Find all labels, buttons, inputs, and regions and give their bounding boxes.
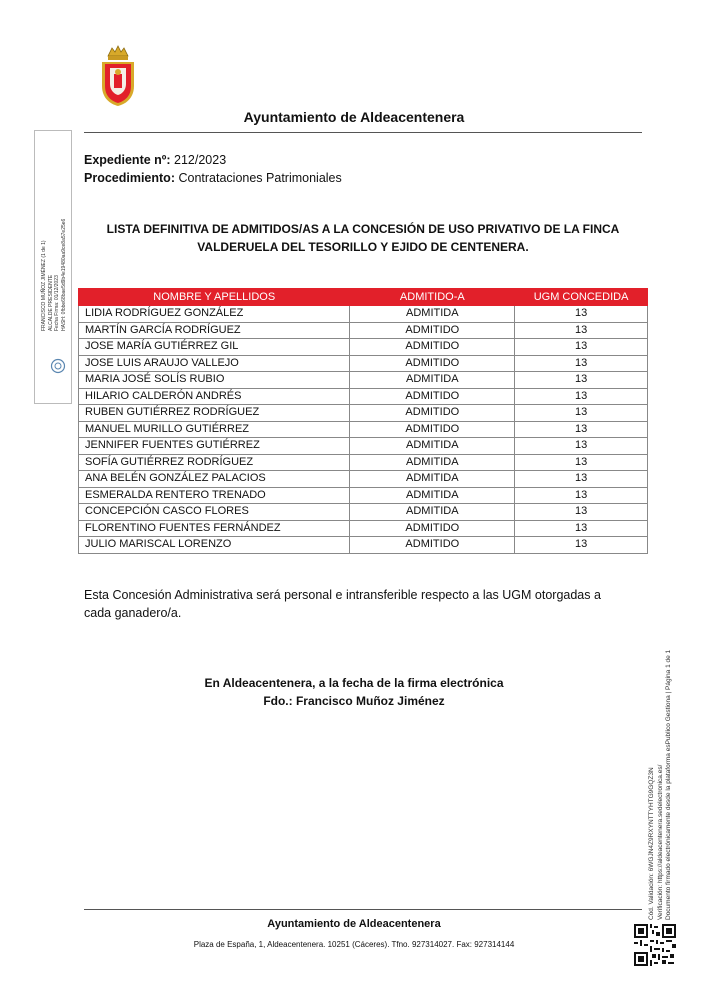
cell-name: CONCEPCIÓN CASCO FLORES bbox=[79, 504, 350, 521]
cell-name: JULIO MARISCAL LORENZO bbox=[79, 537, 350, 554]
verification-line-3: Documento firmado electrónicamente desde la plataforma esPublico Gestiona | Página 1 de 1 bbox=[665, 649, 672, 920]
note-line-2: cada ganadero/a. bbox=[84, 606, 182, 620]
cell-ugm: 13 bbox=[515, 438, 648, 455]
cell-ugm: 13 bbox=[515, 306, 648, 323]
table-row bbox=[79, 322, 648, 339]
cell-name: RUBEN GUTIÉRREZ RODRÍGUEZ bbox=[79, 405, 350, 422]
footer-organization: Ayuntamiento de Aldeacentenera bbox=[267, 918, 441, 930]
cell-status: ADMITIDA bbox=[350, 487, 515, 504]
cell-status: ADMITIDA bbox=[350, 454, 515, 471]
cell-ugm: 13 bbox=[515, 388, 648, 405]
admitted-table bbox=[78, 288, 648, 554]
column-header-ugm: UGM CONCEDIDA bbox=[515, 289, 648, 306]
cell-ugm: 13 bbox=[515, 339, 648, 356]
table-row bbox=[79, 339, 648, 356]
stamp-line-4: HASH: 0fbbe68bae5d9b4e19480aa9ce8a57e25e6 bbox=[60, 218, 67, 331]
cell-status: ADMITIDO bbox=[350, 322, 515, 339]
cell-status: ADMITIDA bbox=[350, 471, 515, 488]
table-row bbox=[79, 487, 648, 504]
cell-name: MARIA JOSÉ SOLÍS RUBIO bbox=[79, 372, 350, 389]
cell-name: JOSE MARÍA GUTIÉRREZ GIL bbox=[79, 339, 350, 356]
procedimiento-value: Contrataciones Patrimoniales bbox=[178, 171, 342, 185]
table-row bbox=[79, 520, 648, 537]
coat-of-arms-logo bbox=[98, 42, 138, 108]
table-row bbox=[79, 537, 648, 554]
signature-place: En Aldeacentenera, a la fecha de la firma electrónica bbox=[204, 676, 504, 690]
signature-seal-icon bbox=[50, 358, 66, 374]
cell-status: ADMITIDO bbox=[350, 520, 515, 537]
cell-ugm: 13 bbox=[515, 537, 648, 554]
verification-line-1: Cód. Validación: 6WGJN4Z9RXYNTTYHTG9GQZ3N bbox=[648, 767, 655, 920]
document-heading bbox=[84, 220, 642, 256]
cell-name: MARTÍN GARCÍA RODRÍGUEZ bbox=[79, 322, 350, 339]
cell-ugm: 13 bbox=[515, 487, 648, 504]
procedimiento-line bbox=[84, 169, 342, 187]
cell-status: ADMITIDA bbox=[350, 438, 515, 455]
table-row bbox=[79, 471, 648, 488]
heading-line-2: VALDERUELA DEL TESORILLO Y EJIDO DE CENTENERA. bbox=[197, 240, 529, 254]
cell-status: ADMITIDA bbox=[350, 306, 515, 323]
cell-name: FLORENTINO FUENTES FERNÁNDEZ bbox=[79, 520, 350, 537]
table-row bbox=[79, 454, 648, 471]
verification-line-2: Verificación: https://aldeacentenera.sedelectronica.es/ bbox=[656, 764, 664, 920]
table-row bbox=[79, 388, 648, 405]
cell-status: ADMITIDO bbox=[350, 388, 515, 405]
cell-name: ESMERALDA RENTERO TRENADO bbox=[79, 487, 350, 504]
cell-ugm: 13 bbox=[515, 504, 648, 521]
cell-status: ADMITIDO bbox=[350, 421, 515, 438]
cell-ugm: 13 bbox=[515, 372, 648, 389]
signature-stamp-text bbox=[41, 59, 77, 331]
cell-name: MANUEL MURILLO GUTIÉRREZ bbox=[79, 421, 350, 438]
table-row bbox=[79, 372, 648, 389]
cell-name: JENNIFER FUENTES GUTIÉRREZ bbox=[79, 438, 350, 455]
concession-note bbox=[84, 586, 644, 622]
table-row bbox=[79, 438, 648, 455]
expediente-value: 212/2023 bbox=[174, 153, 227, 167]
table-row bbox=[79, 306, 648, 323]
cell-name: LIDIA RODRÍGUEZ GONZÁLEZ bbox=[79, 306, 350, 323]
cell-ugm: 13 bbox=[515, 355, 648, 372]
cell-status: ADMITIDO bbox=[350, 355, 515, 372]
cell-ugm: 13 bbox=[515, 405, 648, 422]
column-header-name: NOMBRE Y APELLIDOS bbox=[79, 289, 350, 306]
cell-status: ADMITIDA bbox=[350, 372, 515, 389]
signature-name: Fdo.: Francisco Muñoz Jiménez bbox=[263, 694, 445, 708]
cell-status: ADMITIDA bbox=[350, 504, 515, 521]
footer-divider bbox=[84, 909, 642, 910]
qr-code-icon bbox=[634, 924, 676, 966]
cell-ugm: 13 bbox=[515, 454, 648, 471]
stamp-line-3: Fecha Firma: 01/12/2023 bbox=[54, 275, 60, 331]
expediente-line bbox=[84, 151, 342, 169]
cell-name: ANA BELÉN GONZÁLEZ PALACIOS bbox=[79, 471, 350, 488]
cell-ugm: 13 bbox=[515, 471, 648, 488]
expediente-label: Expediente nº: bbox=[84, 153, 171, 167]
table-row bbox=[79, 355, 648, 372]
cell-status: ADMITIDO bbox=[350, 339, 515, 356]
cell-ugm: 13 bbox=[515, 322, 648, 339]
table-row bbox=[79, 405, 648, 422]
cell-name: HILARIO CALDERÓN ANDRÉS bbox=[79, 388, 350, 405]
cell-name: SOFÍA GUTIÉRREZ RODRÍGUEZ bbox=[79, 454, 350, 471]
signature-block bbox=[0, 674, 708, 710]
cell-name: JOSE LUIS ARAUJO VALLEJO bbox=[79, 355, 350, 372]
table-row bbox=[79, 421, 648, 438]
footer-address: Plaza de España, 1, Aldeacentenera. 10251 (Cáceres). Tfno. 927314027. Fax: 927314144 bbox=[193, 940, 515, 949]
table-header-row bbox=[79, 289, 648, 306]
heading-line-1: LISTA DEFINITIVA DE ADMITIDOS/AS A LA CONCESIÓN DE USO PRIVATIVO DE LA FINCA bbox=[106, 222, 620, 236]
stamp-line-1: FRANCISCO MUÑOZ JIMÉNEZ (1 de 1) bbox=[41, 240, 47, 331]
cell-ugm: 13 bbox=[515, 421, 648, 438]
cell-ugm: 13 bbox=[515, 520, 648, 537]
expediente-block bbox=[84, 151, 342, 187]
verification-text bbox=[648, 620, 674, 920]
header-divider bbox=[84, 132, 642, 133]
procedimiento-label: Procedimiento: bbox=[84, 171, 175, 185]
table-row bbox=[79, 504, 648, 521]
column-header-admitted: ADMITIDO-A bbox=[350, 289, 515, 306]
organization-title: Ayuntamiento de Aldeacentenera bbox=[243, 109, 465, 125]
note-line-1: Esta Concesión Administrativa será personal e intransferible respecto a las UGM otorgadas a bbox=[84, 588, 601, 602]
stamp-line-2: ALCALDE PRESIDENTE bbox=[47, 274, 54, 331]
cell-status: ADMITIDO bbox=[350, 405, 515, 422]
cell-status: ADMITIDO bbox=[350, 537, 515, 554]
